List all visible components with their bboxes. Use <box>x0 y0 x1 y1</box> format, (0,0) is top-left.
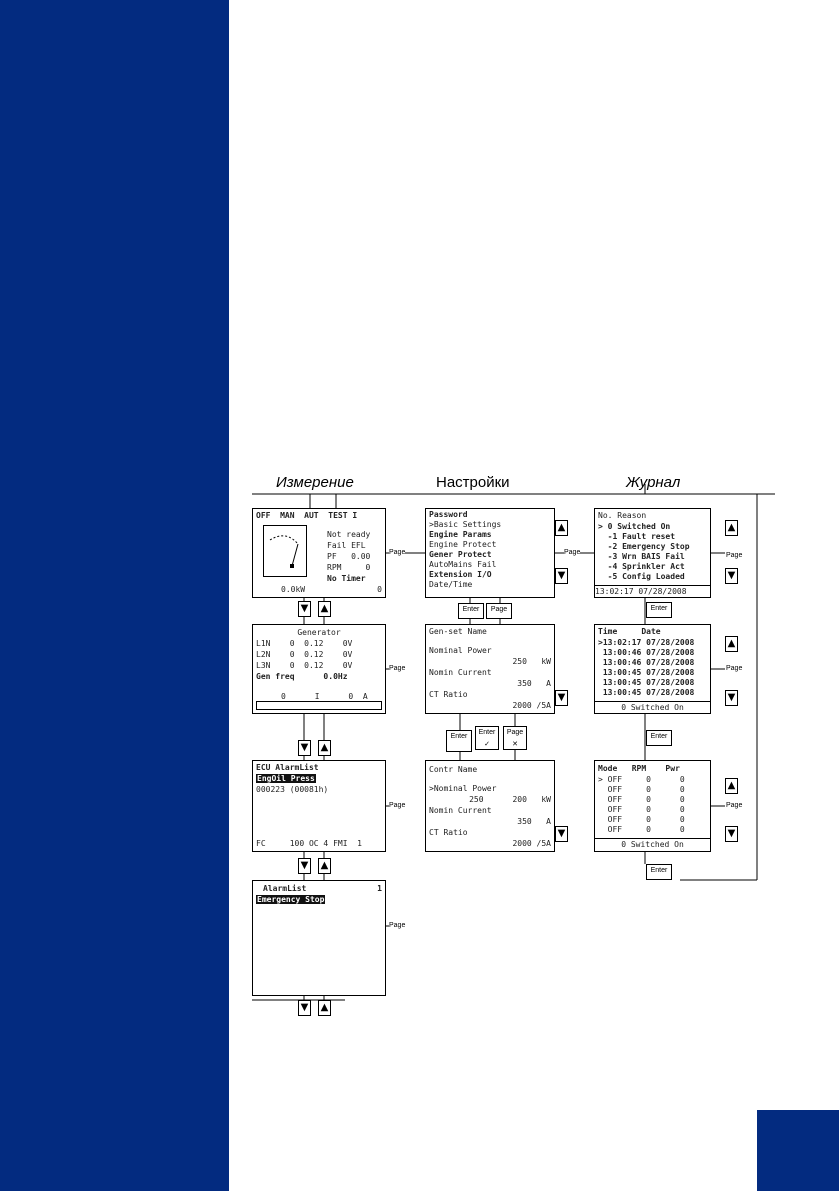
screen-history-mode <box>594 760 711 852</box>
down-arrow-icon[interactable]: ▼ <box>555 826 568 842</box>
mode-line-5: OFF 0 0 <box>598 815 685 824</box>
enter-button[interactable]: Enter <box>646 864 672 880</box>
page-label: Page <box>389 665 406 672</box>
mode-footer: 0 Switched On <box>595 838 710 850</box>
contr-line-3: Nomin Current <box>429 806 492 815</box>
up-arrow-icon[interactable]: ▲ <box>725 778 738 794</box>
mode-line-2: OFF 0 0 <box>598 785 685 794</box>
header-settings: Настройки <box>436 474 510 491</box>
page-label: Page <box>389 922 406 929</box>
mode-line-4: OFF 0 0 <box>598 805 685 814</box>
header-measurement: Измерение <box>276 474 354 491</box>
screen-generator <box>252 624 386 714</box>
generator-bar <box>256 701 382 710</box>
check-icon: ✓ <box>484 741 490 748</box>
menu-item-6: Extension I/O <box>429 570 492 579</box>
enter-button[interactable]: Enter <box>646 602 672 618</box>
count-value: 0 <box>377 585 382 594</box>
up-arrow-icon[interactable]: ▲ <box>318 601 331 617</box>
screen-history-reason <box>594 508 711 598</box>
down-arrow-icon[interactable]: ▼ <box>298 858 311 874</box>
up-arrow-icon[interactable]: ▲ <box>725 520 738 536</box>
down-arrow-icon[interactable]: ▼ <box>725 568 738 584</box>
page-label: Page <box>506 729 524 736</box>
time-line-1: >13:02:17 07/28/2008 <box>598 638 695 647</box>
screen-controller-settings <box>425 760 555 852</box>
status-line-3: PF 0.00 <box>327 552 371 561</box>
history-line-6: -5 Config Loaded <box>598 572 685 581</box>
generator-line-1: L1N 0 0.12 0V <box>256 639 353 648</box>
alarm-highlight: Emergency Stop <box>257 895 325 904</box>
history-line-3: -2 Emergency Stop <box>598 542 690 551</box>
screen-main-measurement <box>252 508 386 598</box>
down-arrow-icon[interactable]: ▼ <box>298 740 311 756</box>
gauge-needle <box>264 526 306 576</box>
mode-line-6: OFF 0 0 <box>598 825 685 834</box>
ecu-code: 000223 (00081h) <box>256 785 329 794</box>
down-arrow-icon[interactable]: ▼ <box>298 601 311 617</box>
mode-line-1: > OFF 0 0 <box>598 775 685 784</box>
contr-line-1: >Nominal Power <box>429 784 497 793</box>
close-icon: ✕ <box>512 741 518 748</box>
page-label: Page <box>726 665 743 672</box>
screen-genset-settings <box>425 624 555 714</box>
enter-button[interactable]: Enter <box>646 730 672 746</box>
contr-line-4: 350 A <box>517 817 551 826</box>
up-arrow-icon[interactable]: ▲ <box>318 1000 331 1016</box>
history-line-5: -4 Sprinkler Act <box>598 562 685 571</box>
up-arrow-icon[interactable]: ▲ <box>318 858 331 874</box>
screen-alarmlist <box>252 880 386 996</box>
time-line-4: 13:00:45 07/28/2008 <box>598 668 695 677</box>
history-line-1: > 0 Switched On <box>598 522 671 531</box>
menu-item-7: Date/Time <box>429 580 473 589</box>
menu-item-0: Password <box>429 510 468 519</box>
page-label: Page <box>389 549 406 556</box>
generator-current: 0 I 0 A <box>281 692 368 701</box>
power-value: 0.0kW <box>281 585 306 594</box>
genset-line-6: 2000 /5A <box>512 701 551 710</box>
time-line-2: 13:00:46 07/28/2008 <box>598 648 695 657</box>
alarm-count: 1 <box>377 884 382 893</box>
contr-line-2: 250 200 kW <box>469 795 551 804</box>
genset-line-5: CT Ratio <box>429 690 468 699</box>
time-line-6: 13:00:45 07/28/2008 <box>598 688 695 697</box>
contr-line-5: CT Ratio <box>429 828 468 837</box>
enter-button[interactable]: Enter <box>446 730 472 752</box>
genset-title: Gen-set Name <box>429 627 487 636</box>
genset-line-1: Nominal Power <box>429 646 492 655</box>
menu-item-5: AutoMains Fail <box>429 560 497 569</box>
down-arrow-icon[interactable]: ▼ <box>555 690 568 706</box>
status-line-5: No Timer <box>327 574 366 583</box>
time-line-5: 13:00:45 07/28/2008 <box>598 678 695 687</box>
page-label: Page <box>564 549 581 556</box>
contr-line-6: 2000 /5A <box>512 839 551 848</box>
page-label: Page <box>726 802 743 809</box>
history-header: No. Reason <box>598 511 647 520</box>
ecu-footer: FC 100 OC 4 FMI 1 <box>256 839 362 848</box>
up-arrow-icon[interactable]: ▲ <box>725 636 738 652</box>
up-arrow-icon[interactable]: ▲ <box>318 740 331 756</box>
history-line-4: -3 Wrn BAIS Fail <box>598 552 685 561</box>
menu-item-4: Gener Protect <box>429 550 492 559</box>
screen-settings-menu <box>425 508 555 598</box>
status-line-1: Not ready <box>327 530 371 539</box>
page-label: Page <box>726 552 743 559</box>
time-line-3: 13:00:46 07/28/2008 <box>598 658 695 667</box>
contr-title: Contr Name <box>429 765 478 774</box>
down-arrow-icon[interactable]: ▼ <box>725 690 738 706</box>
menu-item-3: Engine Protect <box>429 540 497 549</box>
generator-title: Generator <box>297 628 341 637</box>
generator-freq: Gen freq 0.0Hz <box>256 672 348 681</box>
power-gauge <box>263 525 307 577</box>
page-cancel-button[interactable] <box>503 726 527 750</box>
status-line-2: Fail EFL <box>327 541 366 550</box>
mode-header: Mode RPM Pwr <box>598 764 680 773</box>
time-footer: 0 Switched On <box>595 701 710 713</box>
down-arrow-icon[interactable]: ▼ <box>298 1000 311 1016</box>
status-line-4: RPM 0 <box>327 563 371 572</box>
enter-label: Enter <box>478 729 496 736</box>
enter-confirm-button[interactable] <box>475 726 499 750</box>
history-line-2: -1 Fault reset <box>598 532 676 541</box>
menu-item-1: >Basic Settings <box>429 520 502 529</box>
genset-line-2: 250 kW <box>512 657 551 666</box>
menu-item-2: Engine Params <box>429 530 492 539</box>
ecu-title: ECU AlarmList <box>256 763 319 772</box>
generator-line-2: L2N 0 0.12 0V <box>256 650 353 659</box>
history-footer: 13:02:17 07/28/2008 <box>595 585 710 597</box>
ecu-highlight: EngOil Press <box>257 774 315 783</box>
page-button[interactable]: Page <box>486 603 512 619</box>
mode-line-3: OFF 0 0 <box>598 795 685 804</box>
time-header: Time Date <box>598 627 661 636</box>
alarm-title: AlarmList <box>263 884 307 893</box>
generator-line-3: L3N 0 0.12 0V <box>256 661 353 670</box>
genset-line-3: Nomin Current <box>429 668 492 677</box>
screen-history-time <box>594 624 711 714</box>
header-log: Журнал <box>626 474 681 491</box>
up-arrow-icon[interactable]: ▲ <box>555 520 568 536</box>
enter-button[interactable]: Enter <box>458 603 484 619</box>
mode-bar: OFF MAN AUT TEST I <box>256 511 358 520</box>
down-arrow-icon[interactable]: ▼ <box>725 826 738 842</box>
screen-ecu-alarmlist <box>252 760 386 852</box>
down-arrow-icon[interactable]: ▼ <box>555 568 568 584</box>
page-label: Page <box>389 802 406 809</box>
genset-line-4: 350 A <box>517 679 551 688</box>
